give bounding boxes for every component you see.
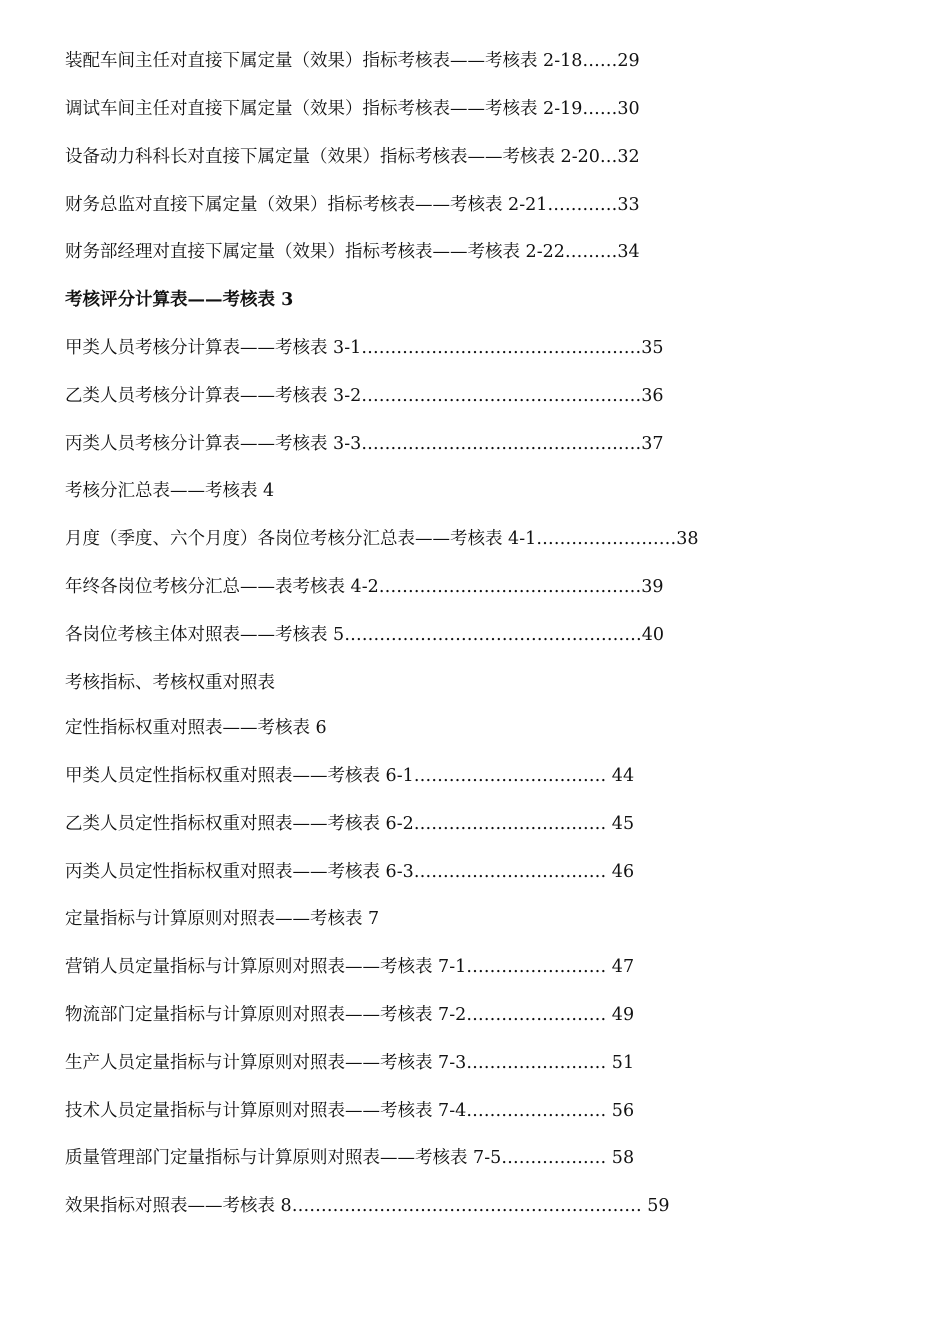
toc-entry: 丙类人员定性指标权重对照表——考核表 6-3…………………………… 46 xyxy=(65,862,635,882)
toc-entry: 甲类人员定性指标权重对照表——考核表 6-1…………………………… 44 xyxy=(65,766,635,786)
toc-entry: 效果指标对照表——考核表 8…………………………………………………… 59 xyxy=(65,1196,670,1216)
toc-entry: 财务总监对直接下属定量（效果）指标考核表——考核表 2-21…………33 xyxy=(65,195,640,215)
toc-entry: 年终各岗位考核分汇总——表考核表 4-2………………………………………39 xyxy=(65,577,664,597)
toc-entry: 乙类人员考核分计算表——考核表 3-2…………………………………………36 xyxy=(65,386,664,406)
toc-section-heading: 考核指标、考核权重对照表 xyxy=(65,673,275,693)
toc-entry: 财务部经理对直接下属定量（效果）指标考核表——考核表 2-22………34 xyxy=(65,242,640,262)
toc-section-heading: 定量指标与计算原则对照表——考核表 7 xyxy=(65,909,380,929)
toc-entry: 调试车间主任对直接下属定量（效果）指标考核表——考核表 2-19……30 xyxy=(65,99,640,119)
toc-entry: 丙类人员考核分计算表——考核表 3-3…………………………………………37 xyxy=(65,434,664,454)
toc-entry: 各岗位考核主体对照表——考核表 5……………………………………………40 xyxy=(65,625,664,645)
toc-section-heading: 考核评分计算表——考核表 3 xyxy=(65,290,294,310)
toc-section-heading: 考核分汇总表——考核表 4 xyxy=(65,481,275,501)
toc-entry: 物流部门定量指标与计算原则对照表——考核表 7-2…………………… 49 xyxy=(65,1005,635,1025)
toc-entry: 质量管理部门定量指标与计算原则对照表——考核表 7-5……………… 58 xyxy=(65,1148,635,1168)
toc-entry: 月度（季度、六个月度）各岗位考核分汇总表——考核表 4-1……………………38 xyxy=(65,529,699,549)
toc-entry: 生产人员定量指标与计算原则对照表——考核表 7-3…………………… 51 xyxy=(65,1053,635,1073)
toc-entry: 甲类人员考核分计算表——考核表 3-1…………………………………………35 xyxy=(65,338,664,358)
toc-section-heading: 定性指标权重对照表——考核表 6 xyxy=(65,718,327,738)
toc-entry: 乙类人员定性指标权重对照表——考核表 6-2…………………………… 45 xyxy=(65,814,635,834)
toc-entry: 设备动力科科长对直接下属定量（效果）指标考核表——考核表 2-20…32 xyxy=(65,147,640,167)
toc-entry: 技术人员定量指标与计算原则对照表——考核表 7-4…………………… 56 xyxy=(65,1101,635,1121)
toc-entry: 营销人员定量指标与计算原则对照表——考核表 7-1…………………… 47 xyxy=(65,957,635,977)
toc-entry: 装配车间主任对直接下属定量（效果）指标考核表——考核表 2-18……29 xyxy=(65,51,640,71)
